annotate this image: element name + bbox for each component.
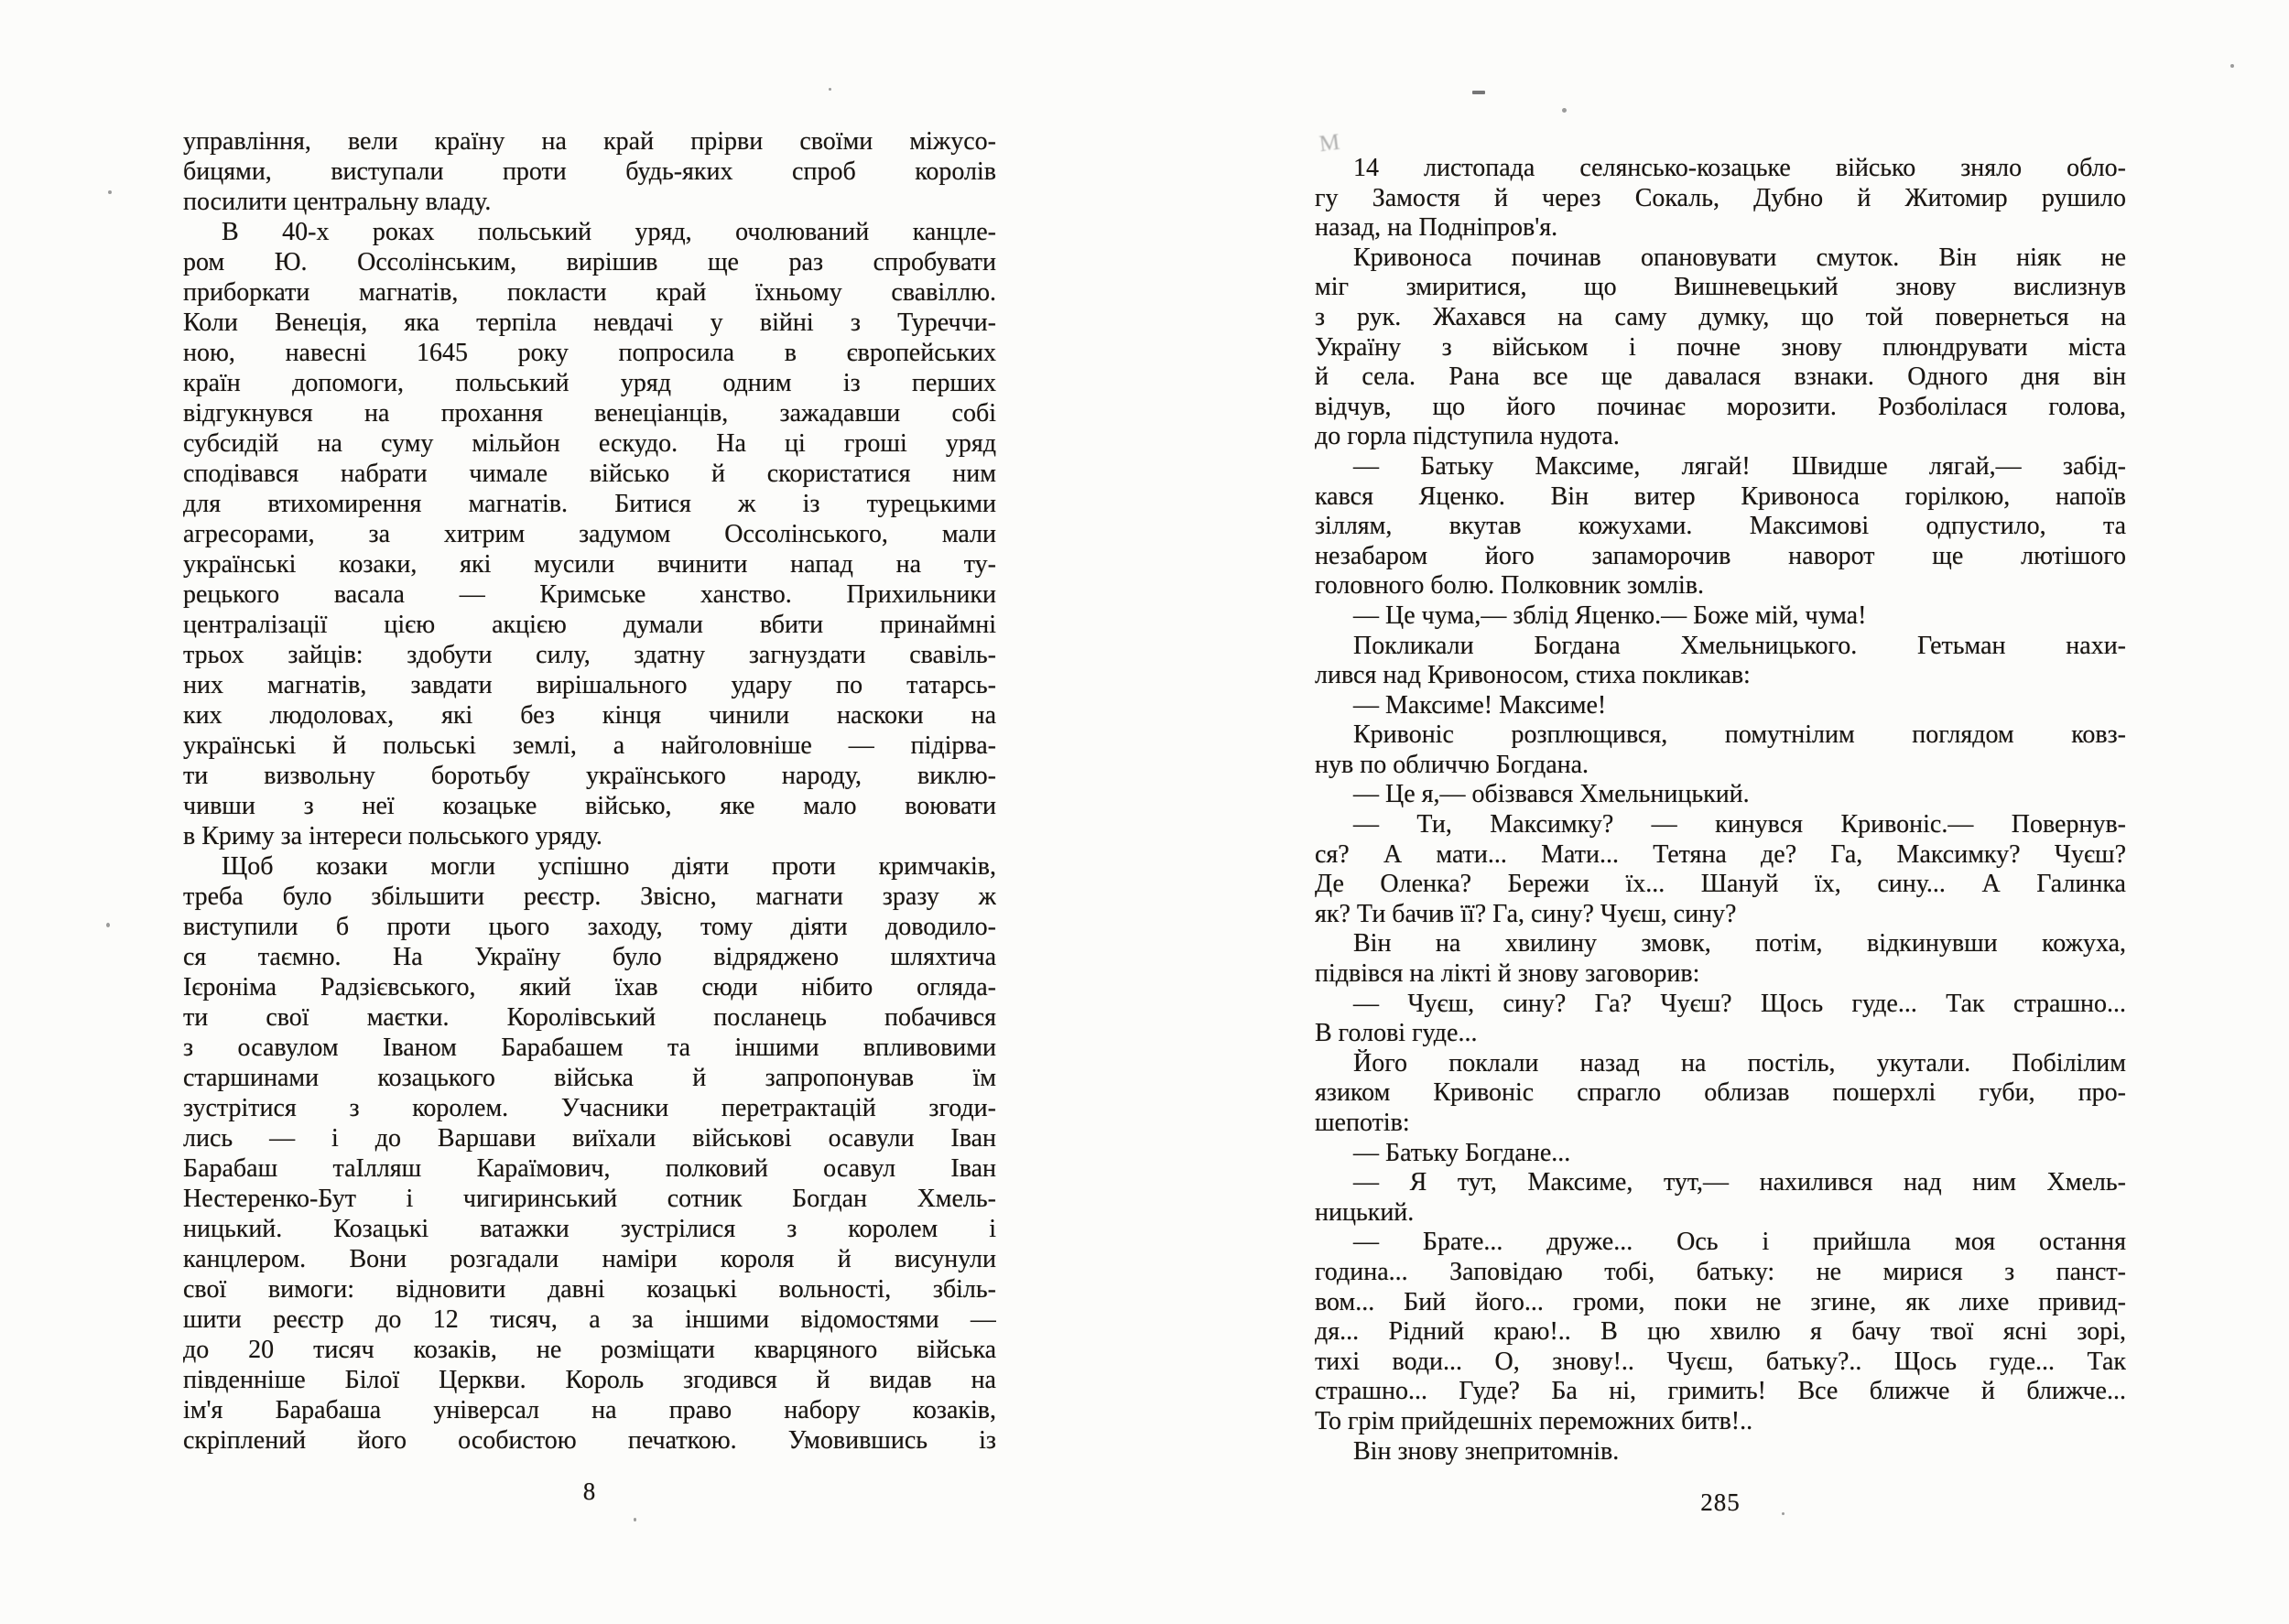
text-line: лився над Кривоносом, стиха покликав: [1315, 661, 1751, 690]
page-number-right: 285 [1700, 1489, 1741, 1517]
text-line: В голові гуде... [1315, 1019, 1478, 1048]
text-line: й села. Рана все ще давалася взнаки. Одного дня він [1315, 363, 2126, 392]
text-line: — Я тут, Максиме, тут,— нахилився над ним Хмель- [1353, 1168, 2126, 1197]
text-line: страшно... Гуде? Ба ні, гримить! Все ближче й ближче... [1315, 1377, 2126, 1406]
text-line: В 40-х роках польський уряд, очолюваний канцле- [222, 218, 996, 246]
text-line: ся таємно. На Україну було відряджено шляхтича [183, 943, 996, 971]
text-line: як? Ти бачив її? Га, сину? Чуєш, сину? [1315, 899, 1737, 928]
text-line: ницький. [1315, 1197, 1415, 1227]
text-line: виступили б проти цього заходу, тому діяти доводило- [183, 913, 996, 941]
text-line: південніше Білої Церкви. Король згодився й видав на [183, 1366, 996, 1394]
text-line: Коли Венеція, яка терпіла невдачі у війні з Туреччи- [183, 309, 996, 337]
text-line: Кривоноса починав опановувати смуток. Він ніяк не [1353, 243, 2126, 272]
text-line: Щоб козаки могли успішно діяти проти кримчаків, [222, 852, 996, 881]
text-line: ти визвольну боротьбу українського народу, виклю- [183, 762, 996, 790]
text-line: зустрітися з королем. Учасники перетрактацій згоди- [183, 1094, 996, 1122]
text-line: ти свої маєтки. Королівський посланець побачився [183, 1003, 996, 1032]
text-line: до 20 тисяч козаків, не розміщати кварцяного війська [183, 1336, 996, 1364]
text-line: з рук. Жахався на саму думку, що той повернеться на [1315, 302, 2126, 331]
text-line: ницький. Козацькі ватажки зустрілися з королем і [183, 1215, 996, 1243]
text-line: українські козаки, які мусили вчинити напад на ту- [183, 550, 996, 579]
scan-speck [108, 190, 112, 194]
text-line: треба було збільшити реєстр. Звісно, магнати зразу ж [183, 882, 996, 911]
text-line: кався Яценко. Він витер Кривоноса горілкою, напоїв [1315, 482, 2126, 511]
page-number-left: 8 [582, 1478, 597, 1505]
text-line: сподівався набрати чимале військо й скористатися ним [183, 460, 996, 488]
page-right-text [1315, 154, 2126, 1467]
text-line: в Криму за інтереси польського уряду. [183, 822, 602, 850]
text-line: — Максиме! Максиме! [1353, 690, 1607, 720]
scan-speck [1562, 108, 1567, 113]
text-line: — Чуєш, сину? Га? Чуєш? Щось гуде... Так страшно... [1353, 989, 2126, 1018]
text-line: канцлером. Вони розгадали наміри короля й висунули [183, 1245, 996, 1273]
text-line: чивши з неї козацьке військо, яке мало воювати [183, 792, 996, 820]
scan-speck [1472, 91, 1485, 94]
text-line: до горла підступила нудота. [1315, 422, 1620, 451]
text-line: дя... Рідний краю!.. В цю хвилю я бачу твої ясні зорі, [1315, 1317, 2126, 1347]
text-line: назад, на Подніпров'я. [1315, 213, 1558, 243]
text-line: лись — і до Варшави виїхали військові осавули Іван [183, 1124, 996, 1153]
text-line: Ієроніма Радзієвського, який їхав сюди нібито огляда- [183, 973, 996, 1001]
text-line: година... Заповідаю тобі, батьку: не мирися з панст- [1315, 1257, 2126, 1286]
text-line: — Це чума,— зблід Яценко.— Боже мій, чума! [1353, 601, 1867, 630]
text-line: управління, вели країну на край прірви своїми міжусо- [183, 127, 996, 156]
text-line: — Ти, Максимку? — кинувся Кривоніс.— Повернув- [1353, 810, 2126, 839]
text-line: українські й польські землі, а найголовніше — підірва- [183, 731, 996, 760]
text-line: — Батьку Максиме, лягай! Швидше лягай,— забід- [1353, 451, 2126, 481]
text-line: Україну з військом і почне знову плюндрувати міста [1315, 332, 2126, 362]
text-line: ною, навесні 1645 року попросила в європейських [183, 339, 996, 367]
page-right [1315, 154, 2126, 1517]
text-line: для втихомирення магнатів. Битися ж із турецькими [183, 490, 996, 518]
text-line: Кривоніс розплющився, помутнілим поглядом ковз- [1353, 720, 2126, 750]
text-line: Нестеренко-Бут і чигиринський сотник Богдан Хмель- [183, 1185, 996, 1213]
scan-speck [1782, 1512, 1785, 1515]
text-line: — Це я,— обізвався Хмельницький. [1353, 780, 1750, 809]
text-line: старшинами козацького війська й запропонував їм [183, 1064, 996, 1092]
text-line: субсидій на суму мільйон ескудо. На ці гроші уряд [183, 429, 996, 458]
text-line: ся? А мати... Мати... Тетяна де? Га, Максимку? Чуєш? [1315, 839, 2126, 869]
text-line: з осавулом Іваном Барабашем та іншими впливовими [183, 1034, 996, 1062]
scan-margin-artifact: М [1318, 129, 1341, 157]
scan-speck [634, 1518, 636, 1521]
text-line: агресорами, за хитрим задумом Оссолінського, мали [183, 520, 996, 548]
text-line: зіллям, вкутав кожухами. Максимові одпустило, та [1315, 512, 2126, 541]
scan-speck [106, 923, 110, 927]
text-line: ім'я Барабаша універсал на право набору козаків, [183, 1396, 996, 1424]
text-line: — Брате... друже... Ось і прийшла моя остання [1353, 1228, 2126, 1257]
text-line: централізації цією акцією думали вбити принаймні [183, 611, 996, 639]
text-line: підвівся на лікті й знову заговорив: [1315, 959, 1700, 989]
text-line: свої вимоги: відновити давні козацькі вольності, збіль- [183, 1275, 996, 1304]
text-line: ром Ю. Оссолінським, вирішив ще раз спробувати [183, 248, 996, 276]
text-line: Його поклали назад на постіль, укутали. Побілілим [1353, 1048, 2126, 1077]
text-line: відгукнувся на прохання венеціанців, зажадавши собі [183, 399, 996, 428]
text-line: 14 листопада селянсько-козацьке військо зняло обло- [1353, 154, 2126, 182]
text-line: язиком Кривоніс спрагло облизав пошерхлі губи, про- [1315, 1078, 2126, 1108]
text-line: Він на хвилину змовк, потім, відкинувши кожуха, [1353, 929, 2126, 958]
text-line: вом... Бий його... громи, поки не згине, як лихе привид- [1315, 1287, 2126, 1316]
text-line: рецького васала — Кримське ханство. Прихильники [183, 580, 996, 609]
text-line: шепотів: [1315, 1109, 1410, 1137]
text-line: посилити центральну владу. [183, 188, 492, 216]
text-line: ких людоловах, які без кінця чинили наскоки на [183, 701, 996, 730]
scan-speck [829, 88, 831, 91]
text-line: приборкати магнатів, покласти край їхньому свавіллю. [183, 278, 996, 307]
text-line: То грім прийдешніх переможних битв!.. [1315, 1406, 1753, 1435]
text-line: скріплений його особистою печаткою. Умовившись із [183, 1426, 996, 1455]
text-line: Барабаш таІлляш Караїмович, полковий осавул Іван [183, 1154, 996, 1183]
text-line: тихі води... О, знову!.. Чуєш, батьку?.. Щось гуде... Так [1315, 1347, 2126, 1376]
text-line: міг змиритися, що Вишневецький знову вислизнув [1315, 273, 2126, 302]
page-left-text [183, 126, 996, 1456]
text-line: них магнатів, завдати вирішального удару по татарсь- [183, 671, 996, 699]
text-line: бицями, виступали проти будь-яких спроб королів [183, 157, 996, 186]
text-line: Він знову знепритомнів. [1353, 1436, 1620, 1466]
text-line: незабаром його запаморочив наворот ще лютішого [1315, 541, 2126, 570]
text-line: країн допомоги, польський уряд одним із перших [183, 369, 996, 397]
text-line: гу Замостя й через Сокаль, Дубно й Житомир рушило [1315, 183, 2126, 212]
text-line: трьох зайців: здобути силу, здатну загнуздати свавіль- [183, 641, 996, 669]
text-line: нув по обличчю Богдана. [1315, 750, 1589, 779]
page-left [183, 126, 996, 1506]
text-line: шити реєстр до 12 тисяч, а за іншими відомостями — [183, 1305, 996, 1334]
text-line: Де Оленка? Бережи їх... Шануй їх, сину... А Галинка [1315, 870, 2126, 899]
text-line: головного болю. Полковник зомлів. [1315, 571, 1705, 601]
text-line: — Батьку Богдане... [1353, 1138, 1571, 1167]
scan-speck [2230, 64, 2234, 68]
text-line: Покликали Богдана Хмельницького. Гетьман нахи- [1353, 631, 2126, 660]
text-line: відчув, що його починає морозити. Розболілася голова, [1315, 392, 2126, 421]
